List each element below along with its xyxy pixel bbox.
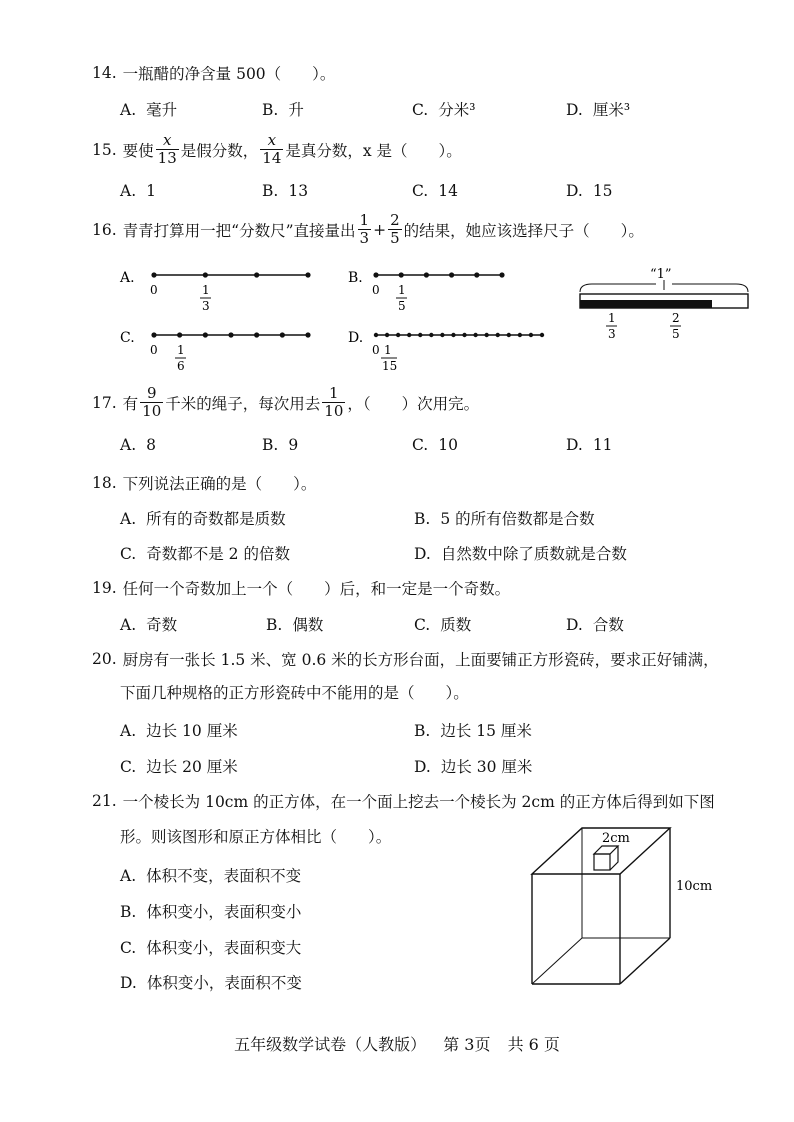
ruler-zero: 0	[372, 343, 380, 357]
question-21: 21. 一个棱长为 10cm 的正方体，在一个面上挖去一个棱长为 2cm 的正方体后得到如下图	[92, 792, 715, 811]
ruler-tick	[374, 333, 378, 337]
ruler-tick	[474, 272, 479, 277]
footer-page: 第 3页	[443, 1035, 491, 1054]
q15-option-d[interactable]: D. 15	[566, 182, 613, 200]
fraction: $\frac{x}{13}$	[157, 131, 177, 167]
ruler-frac-n: 1	[202, 283, 210, 297]
ruler-tick	[151, 272, 156, 277]
q20-option-c[interactable]: C. 边长 20 厘米	[120, 758, 238, 776]
q20-option-a[interactable]: A. 边长 10 厘米	[120, 722, 238, 740]
q15-option-b[interactable]: B. 13	[262, 182, 309, 200]
question-21-line2: 形。则该图形和原正方体相比（ ）。	[120, 828, 392, 846]
q14-option-a[interactable]: A. 毫升	[120, 101, 178, 119]
q14-option-b[interactable]: B. 升	[262, 101, 304, 119]
q18-option-c[interactable]: C. 奇数都不是 2 的倍数	[120, 545, 290, 563]
ruler-tick	[254, 332, 259, 337]
ruler-frac-d: 5	[398, 299, 406, 313]
ruler-letter: B.	[348, 270, 363, 286]
q20-option-d[interactable]: D. 边长 30 厘米	[414, 758, 533, 776]
cube-figure	[522, 824, 722, 994]
ruler-tick	[418, 333, 422, 337]
question-18: 18. 下列说法正确的是（ ）。	[92, 474, 317, 493]
ruler-frac-n: 1	[398, 283, 406, 297]
ruler-tick	[540, 333, 544, 337]
ruler-tick	[396, 333, 400, 337]
ruler-frac-d: 3	[202, 299, 210, 313]
ruler-letter: A.	[120, 270, 135, 286]
question-20-line2: 下面几种规格的正方形瓷砖中不能用的是（ ）。	[120, 684, 469, 702]
question-number: 15.	[92, 140, 117, 159]
q17-option-a[interactable]: A. 8	[120, 436, 156, 454]
footer-total: 共 6 页	[507, 1035, 560, 1054]
ruler-tick	[399, 272, 404, 277]
ruler-tick	[407, 333, 411, 337]
ruler-frac-d: 6	[177, 359, 185, 370]
q15-option-a[interactable]: A. 1	[120, 182, 156, 200]
question-16: 16. 青青打算用一把“分数尺”直接量出 $\frac{1}{3}$ + $\frac{2}{5}$ 的结果，她应该选择尺子（ ）。	[92, 211, 644, 247]
question-number: 17.	[92, 393, 117, 412]
ruler-tick	[151, 332, 156, 337]
question-17: 17. 有 $\frac{9}{10}$ 千米的绳子，每次用去 $\frac{1}{10}$ ，（ ）次用完。	[92, 384, 480, 420]
ruler-tick	[177, 332, 182, 337]
ruler-tick	[496, 333, 500, 337]
ruler-tick	[280, 332, 285, 337]
ruler-tick	[385, 333, 389, 337]
ruler-tick	[449, 272, 454, 277]
ruler-tick	[203, 332, 208, 337]
frac-label-2-n: 2	[672, 311, 680, 325]
ruler-tick	[440, 333, 444, 337]
ruler-tick	[451, 333, 455, 337]
q18-option-b[interactable]: B. 5 的所有倍数都是合数	[414, 510, 595, 528]
unit-label: “1”	[650, 267, 672, 282]
q21-option-b[interactable]: B. 体积变小，表面积变小	[120, 903, 302, 921]
q21-option-d[interactable]: D. 体积变小，表面积不变	[120, 974, 302, 992]
fraction: $\frac{9}{10}$	[142, 384, 162, 420]
ruler-frac-n: 1	[177, 343, 185, 357]
question-20: 20. 厨房有一张长 1.5 米、宽 0.6 米的长方形台面，上面要铺正方形瓷砖，要求正好铺满，	[92, 650, 719, 669]
ruler-tick	[305, 332, 310, 337]
q18-option-d[interactable]: D. 自然数中除了质数就是合数	[414, 545, 627, 563]
ruler-tick	[484, 333, 488, 337]
q18-option-a[interactable]: A. 所有的奇数都是质数	[120, 510, 286, 528]
big-cube-label: 10cm	[676, 879, 713, 894]
q17-option-d[interactable]: D. 11	[566, 436, 613, 454]
q21-option-a[interactable]: A. 体积不变，表面积不变	[120, 867, 302, 885]
q19-option-a[interactable]: A. 奇数	[120, 616, 178, 634]
ruler-frac-d: 15	[382, 359, 398, 370]
ruler-tick	[254, 272, 259, 277]
ruler-c[interactable]	[120, 330, 311, 370]
question-number: 16.	[92, 220, 117, 239]
ruler-tick	[507, 333, 511, 337]
q15-option-c[interactable]: C. 14	[412, 182, 458, 200]
ruler-zero: 0	[150, 283, 158, 297]
question-text: 一瓶醋的净含量 500（ ）。	[122, 65, 336, 83]
fraction: $\frac{x}{14}$	[262, 131, 282, 167]
ruler-zero: 0	[150, 343, 158, 357]
q21-option-c[interactable]: C. 体积变小，表面积变大	[120, 939, 302, 957]
q20-option-b[interactable]: B. 边长 15 厘米	[414, 722, 532, 740]
question-number: 14.	[92, 64, 117, 82]
ruler-tick	[499, 272, 504, 277]
ruler-letter: D.	[348, 330, 364, 346]
q19-option-d[interactable]: D. 合数	[566, 616, 624, 634]
ruler-tick	[228, 332, 233, 337]
q14-option-d[interactable]: D. 厘米³	[566, 101, 631, 119]
q19-option-b[interactable]: B. 偶数	[266, 616, 324, 634]
fraction-rulers	[110, 260, 570, 370]
ruler-d[interactable]	[348, 330, 544, 370]
frac-label-2-d: 5	[672, 327, 680, 341]
ruler-tick	[518, 333, 522, 337]
question-19: 19. 任何一个奇数加上一个（ ）后，和一定是一个奇数。	[92, 579, 511, 598]
ruler-b[interactable]	[348, 270, 505, 313]
ruler-tick	[473, 333, 477, 337]
page-footer	[0, 1032, 794, 1055]
fraction: $\frac{1}{3}$	[359, 211, 370, 247]
frac-label-1-n: 1	[608, 311, 616, 325]
fraction: $\frac{1}{10}$	[324, 384, 344, 420]
ruler-frac-n: 1	[384, 343, 392, 357]
fraction-bar-figure	[572, 262, 754, 346]
footer-title: 五年级数学试卷（人教版）	[234, 1035, 427, 1054]
ruler-a[interactable]	[119, 270, 311, 313]
ruler-tick	[305, 272, 310, 277]
frac-label-1-d: 3	[608, 327, 616, 341]
ruler-tick	[529, 333, 533, 337]
question-15: 15. 要使 $\frac{x}{13}$ 是假分数， $\frac{x}{14}$ 是真分数，x 是（ ）。	[92, 131, 462, 167]
ruler-tick	[429, 333, 433, 337]
ruler-tick	[373, 272, 378, 277]
q19-option-c[interactable]: C. 质数	[414, 616, 472, 634]
ruler-tick	[203, 272, 208, 277]
ruler-zero: 0	[372, 283, 380, 297]
ruler-letter: C.	[120, 330, 135, 346]
q17-option-c[interactable]: C. 10	[412, 436, 458, 454]
question-14	[92, 62, 335, 84]
ruler-tick	[462, 333, 466, 337]
small-cube-label: 2cm	[602, 831, 630, 846]
ruler-tick	[424, 272, 429, 277]
q17-option-b[interactable]: B. 9	[262, 436, 299, 454]
q14-option-c[interactable]: C. 分米³	[412, 101, 476, 119]
fraction: $\frac{2}{5}$	[390, 211, 400, 247]
